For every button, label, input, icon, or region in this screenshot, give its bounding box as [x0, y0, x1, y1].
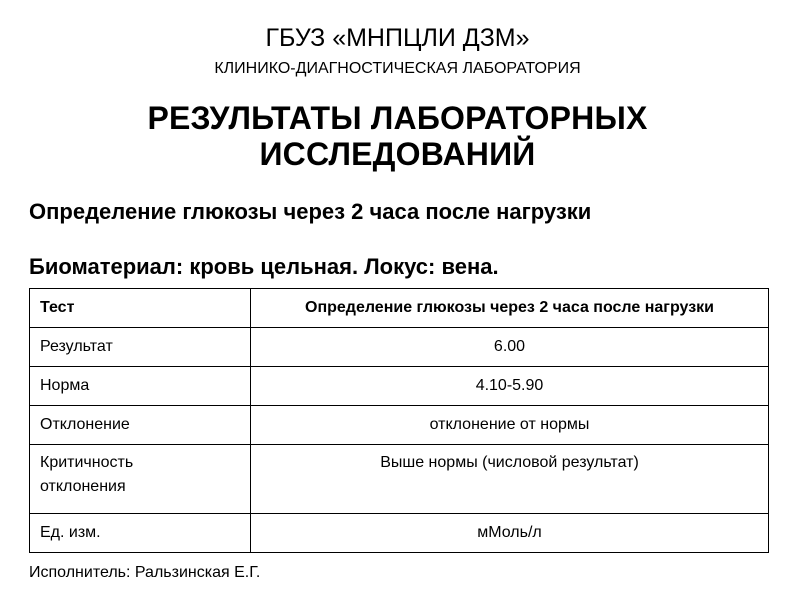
- table-header-row: [30, 289, 769, 328]
- row-value-cell: 4.10-5.90: [251, 367, 769, 406]
- header-value-cell: Определение глюкозы через 2 часа после нагрузки: [251, 289, 769, 328]
- performer-signature: Исполнитель: Ральзинская Е.Г.: [29, 564, 261, 581]
- row-value-cell: 6.00: [251, 328, 769, 367]
- row-label-cell: Отклонение: [30, 406, 251, 445]
- table-row-units: [30, 514, 769, 553]
- document-title: [0, 100, 795, 172]
- department-name: КЛИНИКО-ДИАГНОСТИЧЕСКАЯ ЛАБОРАТОРИЯ: [214, 60, 581, 77]
- document-title-line-2: ИССЛЕДОВАНИЙ: [259, 136, 536, 172]
- results-table: [29, 288, 769, 553]
- row-label-line-1: Критичность: [40, 454, 134, 471]
- row-label-cell: Норма: [30, 367, 251, 406]
- row-label-cell: [30, 445, 251, 514]
- table-row-criticality: [30, 445, 769, 514]
- table-row-result: [30, 328, 769, 367]
- organization-name: ГБУЗ «МНПЦЛИ ДЗМ»: [265, 24, 530, 52]
- table-row-norm: [30, 367, 769, 406]
- test-heading: Определение глюкозы через 2 часа после нагрузки: [29, 199, 592, 224]
- biomaterial-info: Биоматериал: кровь цельная. Локус: вена.: [29, 254, 499, 279]
- row-value-cell: Выше нормы (числовой результат): [251, 445, 769, 514]
- row-label-cell: Ед. изм.: [30, 514, 251, 553]
- row-value-cell: отклонение от нормы: [251, 406, 769, 445]
- header-label-cell: Тест: [30, 289, 251, 328]
- row-value-cell: мМоль/л: [251, 514, 769, 553]
- row-label-line-2: отклонения: [40, 478, 126, 495]
- document-title-line-1: РЕЗУЛЬТАТЫ ЛАБОРАТОРНЫХ: [147, 100, 648, 136]
- table-row-deviation: [30, 406, 769, 445]
- row-label-cell: Результат: [30, 328, 251, 367]
